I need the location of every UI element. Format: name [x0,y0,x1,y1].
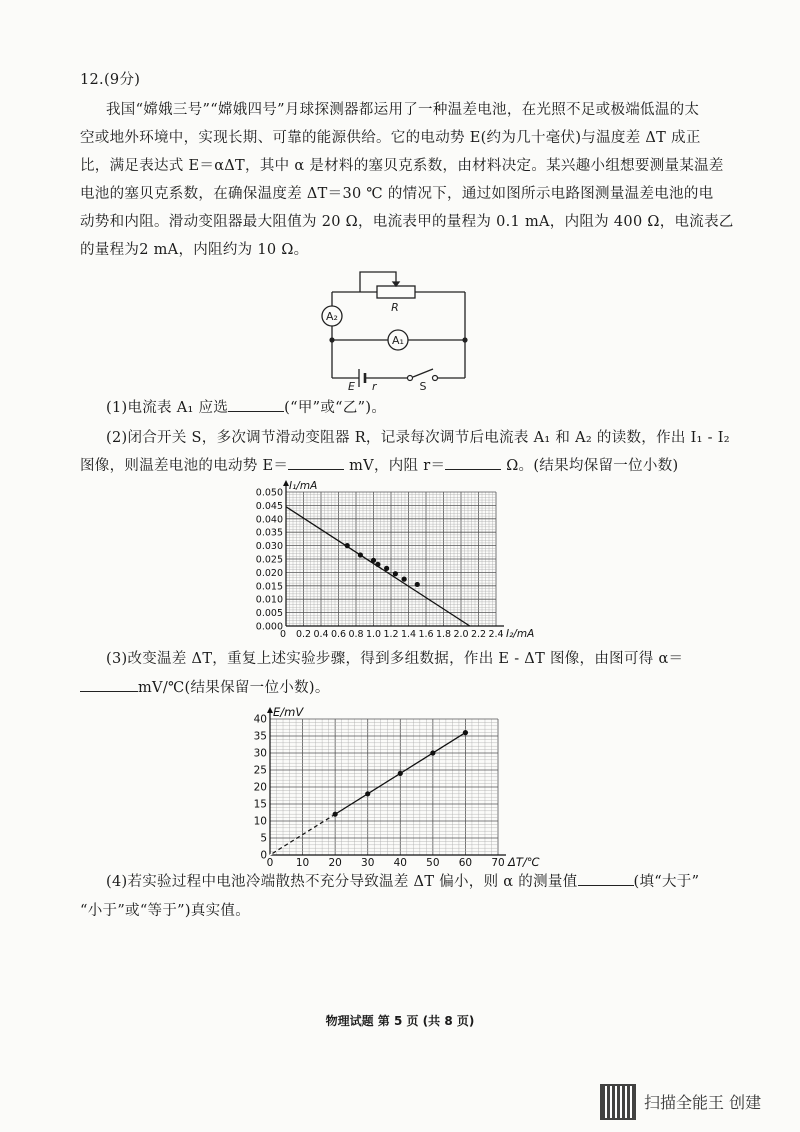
question-line-5: 动势和内阻。滑动变阻器最大阻值为 20 Ω，电流表甲的量程为 0.1 mA，内阻为 400 Ω，电流表乙 [80,214,734,230]
qr-code-icon [600,1084,636,1120]
x-tick-label: 1.0 [365,629,382,640]
y-tick-label: 15 [253,798,267,811]
part3-alpha-blank[interactable] [80,675,138,692]
data-point [415,582,420,587]
x-tick-label: 1.2 [383,629,399,640]
data-point [430,750,435,755]
y-tick-label: 0.030 [255,541,283,553]
y-tick-label: 30 [253,747,267,760]
data-point [365,791,370,796]
part3-text-b: mV/℃(结果保留一位小数)。 [138,680,330,696]
i1-i2-chart [220,478,560,643]
y-tick-label: 0.040 [255,514,283,526]
page-footer: 物理试题 第 5 页 (共 8 页) [325,1014,475,1028]
part2-emf-blank[interactable] [288,453,344,470]
y-axis-label: I₁/mA [289,480,318,492]
y-tick-label: 0.005 [255,608,283,620]
x-tick-label: 30 [361,857,375,868]
y-tick-label: 0.035 [255,527,283,539]
part4-text-b: (填“大于” [633,874,700,890]
part4-text-a: (4)若实验过程中电池冷端散热不充分导致温差 ΔT 偏小，则 α 的测量值 [106,874,578,890]
y-tick-label: 0.020 [255,567,283,579]
x-tick-label: 1.4 [400,629,417,640]
question-line-2: 空或地外环境中，实现长期、可靠的能源供给。它的电动势 E(约为几十毫伏)与温度差 ΔT 成正 [80,130,701,146]
data-point [333,812,338,817]
data-point [345,543,350,548]
y-tick-label: 5 [260,832,267,845]
y-tick-label: 20 [253,781,267,794]
x-axis-label: ΔT/℃ [508,855,540,868]
x-tick-label: 1.6 [418,629,434,640]
part1-answer-blank[interactable] [228,395,284,412]
part3-line-1: (3)改变温差 ΔT，重复上述实验步骤，得到多组数据，作出 E - ΔT 图像，由图可得 α＝ [106,651,684,667]
part2-text-a: 图像，则温差电池的电动势 E＝ [80,458,289,474]
x-tick-label: 0.2 [295,629,312,640]
y-axis-label: E/mV [273,705,304,719]
x-axis-label: I₂/mA [506,628,535,640]
data-point [393,571,398,576]
data-point [463,730,468,735]
data-point [384,566,389,571]
part2-resistance-blank[interactable] [445,453,501,470]
x-tick-label: 10 [295,857,310,868]
x-tick-label: 0.8 [348,629,364,640]
part2-line-2 [80,452,678,480]
part1-text-b: (“甲”或“乙”)。 [284,400,387,416]
part4-answer-blank[interactable] [578,869,634,886]
x-tick-label: 60 [458,857,473,868]
data-point [375,562,380,567]
question-line-1: 我国“嫦娥三号”“嫦娥四号”月球探测器都运用了一种温差电池，在光照不足或极端低温的太 [106,102,700,118]
watermark-text: 扫描全能王 创建 [644,1093,762,1112]
y-tick-label: 0 [260,849,267,862]
question-line-3: 比，满足表达式 E＝αΔT，其中 α 是材料的塞贝克系数，由材料决定。某兴趣小组想要测量某温差 [80,158,724,174]
ammeter-a2 [322,306,342,326]
x-tick-label: 0.6 [330,629,347,640]
x-tick-label: 50 [426,857,440,868]
data-point [371,558,376,563]
label-a2: A₂ [326,310,338,323]
part4-line-2: “小于”或“等于”)真实值。 [80,903,251,919]
y-tick-label: 40 [253,713,267,726]
y-tick-label: 25 [253,764,267,777]
y-tick-label: 0.025 [255,554,283,566]
y-tick-label: 0.010 [255,594,283,606]
x-tick-label: 70 [491,857,505,868]
question-line-4: 电池的塞贝克系数，在确保温度差 ΔT＝30 ℃ 的情况下，通过如图所示电路图测量温差电池的电 [80,186,714,202]
y-tick-label: 0.015 [255,581,283,593]
part3-line-2 [80,674,330,702]
x-tick-label: 0 [279,629,287,640]
x-tick-label: 0 [266,857,274,868]
x-tick-label: 2.2 [470,629,487,640]
y-tick-label: 10 [253,815,267,828]
data-point [398,771,403,776]
label-r-rheostat: R [391,301,399,314]
part2-line-1: (2)闭合开关 S，多次调节滑动变阻器 R，记录每次调节后电流表 A₁ 和 A₂ 的读数，作出 I₁ - I₂ [106,430,730,446]
label-switch: S [419,380,427,392]
data-point [358,552,363,557]
label-internal-r: r [372,380,377,392]
label-a1: A₁ [392,334,404,347]
ammeter-a1 [388,330,408,350]
part2-text-c: Ω。(结果均保留一位小数) [506,458,679,474]
e-deltat-chart [240,703,560,868]
label-emf: E [348,380,355,392]
x-tick-label: 2.0 [453,629,469,640]
x-tick-label: 2.4 [488,629,504,640]
y-tick-label: 0.000 [255,621,283,633]
circuit-diagram [315,262,485,392]
part4-line-1 [106,868,699,896]
question-number: 12.(9分) [80,72,141,88]
y-tick-label: 35 [253,730,267,743]
y-tick-label: 0.045 [255,500,283,512]
y-tick-label: 0.050 [255,487,283,499]
question-line-6: 的量程为2 mA，内阻约为 10 Ω。 [80,242,309,258]
data-point [402,577,407,582]
part1-text-a: (1)电流表 A₁ 应选 [106,400,229,416]
x-tick-label: 40 [393,857,407,868]
x-tick-label: 0.4 [313,629,329,640]
x-tick-label: 20 [328,857,342,868]
part2-text-b: mV，内阻 r＝ [349,458,446,474]
part1-line [106,394,386,422]
x-tick-label: 1.8 [435,629,452,640]
